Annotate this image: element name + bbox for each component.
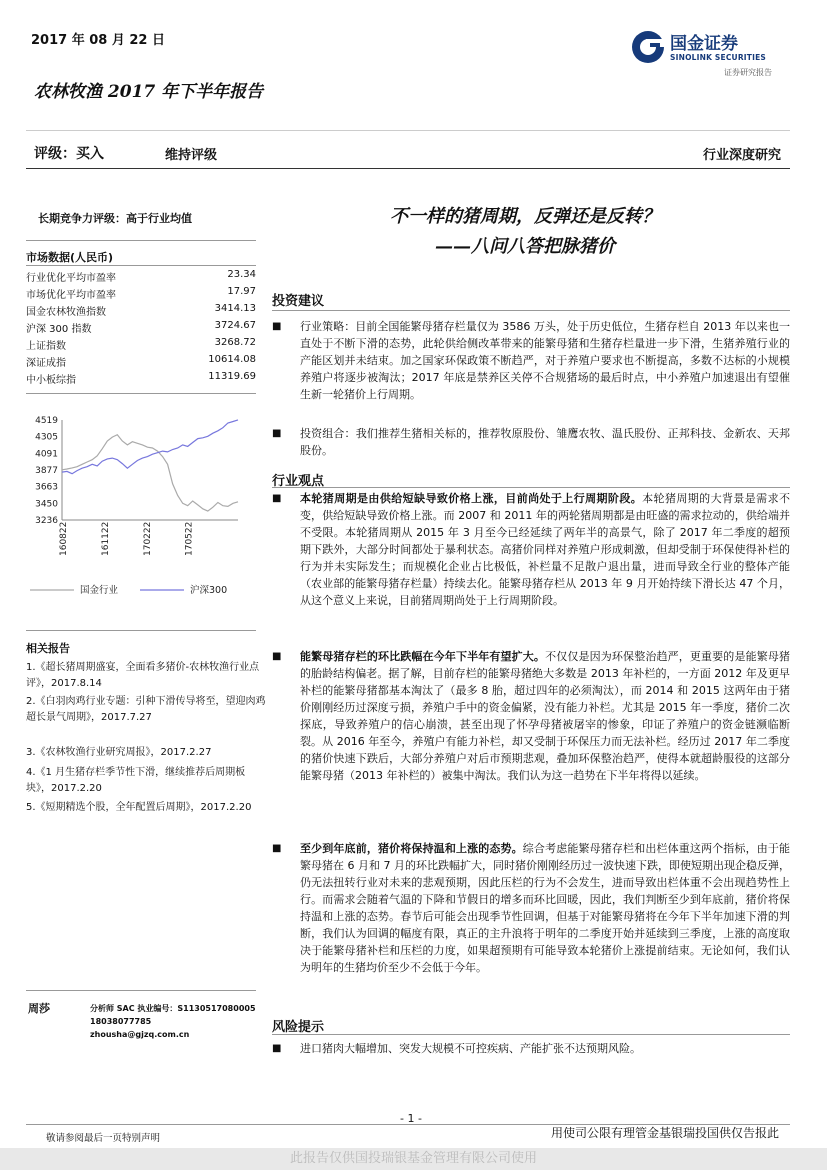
title-line-1: 不一样的猪周期，反弹还是反转？ <box>390 206 660 227</box>
portfolio-paragraph <box>272 425 790 459</box>
view-text: 不仅仅是因为环保整治趋严，更重要的是能繁母猪的胎龄结构偏老。据了解，目前存栏的能繁母猪绝大多数是 2013 年补栏的，一方面 2012 年及更早补栏的能繁母猪都基本淘汰了（最多 8 胎，超过四年的必须淘汰），而 2014 和 2015 这两年由于猪价刚刚经历过深度亏损，养殖户手中的资金偏紧，没有能力补栏。尤其是 2015 年一季度，猪价二次探底，导致养殖户的信心崩溃，甚至出现了怀孕母猪被屠宰的惨象，印证了养殖户的资金链濒临断裂。从 2016 年至今，养殖户有能力补栏，却又受制于环保压力而无法补栏。经历过 2017 年二季度的猪价快速下跌后，大部分养殖户对后市预期悲观，叠加环保整治趋严，使得本就超龄服役的这部分能繁母猪（2013 年补栏的）被集中淘汰。我们认为这一趋势在下半年将得以延续。 <box>300 650 791 782</box>
divider <box>272 310 790 311</box>
logo-english: SINOLINK SECURITIES <box>670 53 767 62</box>
company-logo <box>630 27 790 83</box>
view-headline: 至少到年底前，猪价将保持温和上涨的态势。 <box>300 842 523 855</box>
y-tick-label: 3236 <box>35 516 58 526</box>
main-title <box>300 202 750 262</box>
report-date: 2017 年 08 月 22 日 <box>31 33 165 48</box>
market-value: 23.34 <box>227 269 256 280</box>
report-series-title: 农林牧渔 2017 年下半年报告 <box>34 82 264 102</box>
view-headline: 本轮猪周期是由供给短缺导致价格上涨，目前尚处于上行周期阶段。 <box>300 492 643 505</box>
y-tick-label: 4305 <box>35 432 58 443</box>
view-paragraph <box>272 648 790 784</box>
market-label: 上证指数 <box>26 341 66 352</box>
bullet-icon: ■ <box>272 843 282 854</box>
market-value: 3414.13 <box>214 303 256 314</box>
divider <box>272 1034 790 1035</box>
market-row <box>26 286 256 303</box>
market-label: 行业优化平均市盈率 <box>26 273 116 284</box>
market-label: 国金农林牧渔指数 <box>26 307 106 318</box>
usage-notice: 用使司公限有理管金基银瑞投国供仅告报此 <box>550 1126 779 1140</box>
market-value: 11319.69 <box>208 371 256 382</box>
series-line-0 <box>62 435 238 511</box>
divider <box>26 240 256 241</box>
disclaimer-note: 敬请参阅最后一页特别声明 <box>46 1133 161 1144</box>
related-report[interactable]: 2.《白羽肉鸡行业专题：引种下滑传导将至，望迎肉鸡超长景气周期》，2017.7.27 <box>26 696 266 723</box>
market-row <box>26 337 256 354</box>
analyst-info <box>90 1002 256 1041</box>
rating: 评级：买入 <box>34 146 104 162</box>
y-tick-label: 3663 <box>35 482 58 493</box>
risk-text: 进口猪肉大幅增加、突发大规模不可控疾病、产能扩张不达预期风险。 <box>300 1042 641 1055</box>
view-text: 本轮猪周期的大背景是需求不变，供给短缺导致价格上涨。而 2007 和 2011 年的两轮猪周期都是由旺盛的需求拉动的，供给端并不受限。本轮猪周期从 2015 年 3 月至今已经延续了两年半的高景气，除了 2017 年二季度的超预期下跌外，大部分时间都处于暴利状态。高猪价同样对养殖户形成刺激，但却受制于环保使得补栏的行为并未实际发生；而规模化企业占比极低，补栏量不足散户退出量，进而导致全行业的整体产能（农业部的能繁母猪存栏量）持续去化。能繁母猪存栏从 2013 年 9 月开始持续下滑长达 47 个月，从这个意义上来说，目前猪周期尚处于上行周期阶段。 <box>300 492 790 607</box>
portfolio-text: 投资组合：我们推荐生猪相关标的，推荐牧原股份、雏鹰农牧、温氏股份、正邦科技、金新农、天邦股份。 <box>300 427 790 457</box>
divider <box>26 393 256 394</box>
market-value: 10614.08 <box>208 354 256 365</box>
divider <box>26 990 256 991</box>
market-row <box>26 371 256 388</box>
y-tick-label: 4519 <box>35 416 58 426</box>
x-tick-label: 170222 <box>142 521 153 556</box>
bullet-icon: ■ <box>272 428 282 439</box>
market-label: 深证成指 <box>26 358 66 369</box>
view-text: 综合考虑能繁母猪存栏和出栏体重这两个指标，由于能繁母猪在 6 月和 7 月的环比跌幅扩大，同时猪价刚刚经历过一波快速下跌，即使短期出现企稳反弹，仍无法扭转行业对未来的悲观预期，因此压栏的行为不会发生，进而导致出栏体重不会出现趋势性上行。而需求会随着气温的下降和节假日的增多而环比回暖，因此，我们判断至少到年底前，猪价将保持温和上涨的态势。春节后可能会出现季节性回调，但基于对能繁母猪将在今年下半年加速下滑的判断，我们认为回调的幅度有限，真正的主升浪将于明年的二季度开始并延续到三季度，上涨的高度取决于能繁母猪补栏和压栏的力度，如果超预期有可能导致本轮猪价上涨提前结束。无论如何，我们认为明年的生猪均价至少不会低于今年。 <box>300 842 791 974</box>
analyst-email[interactable]: zhousha@gjzq.com.cn <box>90 1030 190 1039</box>
legend-label: 国金行业 <box>80 585 119 596</box>
series-line-1 <box>62 420 238 474</box>
related-reports-title: 相关报告 <box>26 642 70 655</box>
market-value: 3268.72 <box>214 337 256 348</box>
logo-name: 国金证券 <box>670 34 738 54</box>
market-row <box>26 320 256 337</box>
divider <box>26 630 256 631</box>
market-label: 中小板综指 <box>26 375 76 386</box>
section-invest-title: 投资建议 <box>272 294 325 309</box>
market-row <box>26 354 256 371</box>
market-value: 3724.67 <box>214 320 256 331</box>
bullet-icon: ■ <box>272 493 282 504</box>
divider <box>26 265 256 266</box>
market-row <box>26 269 256 286</box>
title-line-2: ——八问八答把脉猪价 <box>435 236 615 257</box>
related-report[interactable]: 1.《超长猪周期盛宴，全面看多猪价-农林牧渔行业点评》，2017.8.14 <box>26 662 260 689</box>
market-data-title: 市场数据(人民币) <box>26 251 114 264</box>
related-report[interactable]: 3.《农林牧渔行业研究周报》，2017.2.27 <box>26 747 212 758</box>
bullet-icon: ■ <box>272 1043 282 1054</box>
strategy-text: 行业策略：目前全国能繁母猪存栏量仅为 3586 万头，处于历史低位，生猪存栏自 2013 年以来也一直处于不断下滑的态势，此轮供给侧改革带来的能繁母猪和生猪存栏量进一步下滑，生猪养殖行业的产能区划并未结束。加之国家环保政策不断趋严，对于养殖户要求也不断提高，多数不达标的小规模养殖户将逐步被淘汰；2017 年底是禁养区关停不合规猪场的最后时点，中小养殖户加速退出有望催生新一轮猪价上行周期。 <box>300 320 790 401</box>
page-number: - 1 - <box>400 1112 422 1125</box>
rating-maintain: 维持评级 <box>165 148 218 163</box>
view-paragraph <box>272 490 790 609</box>
x-tick-label: 170522 <box>184 521 195 556</box>
strategy-paragraph <box>272 318 790 403</box>
market-label: 沪深 300 指数 <box>26 324 92 335</box>
y-tick-label: 3450 <box>35 499 58 510</box>
author-name: 周莎 <box>28 1002 50 1015</box>
index-line-chart <box>24 408 244 608</box>
related-report[interactable]: 5.《短期精选个股，全年配置后周期》，2017.2.20 <box>26 802 252 813</box>
related-report[interactable]: 4.《1 月生猪存栏季节性下滑，继续推荐后周期板块》，2017.2.20 <box>26 767 246 794</box>
analyst-phone: 18038077785 <box>90 1017 152 1026</box>
watermark: 此报告仅供国投瑞银基金管理有限公司使用 <box>0 1148 827 1170</box>
y-tick-label: 3877 <box>35 466 58 477</box>
section-view-title: 行业观点 <box>272 474 325 489</box>
market-label: 市场优化平均市盈率 <box>26 290 116 301</box>
competitiveness-rating: 长期竞争力评级：高于行业均值 <box>38 212 192 225</box>
bullet-icon: ■ <box>272 651 282 662</box>
market-row <box>26 303 256 320</box>
report-type: 行业深度研究 <box>702 148 781 163</box>
market-value: 17.97 <box>227 286 256 297</box>
section-risk-title: 风险提示 <box>272 1020 325 1035</box>
risk-paragraph <box>272 1040 790 1057</box>
legend-label: 沪深300 <box>190 585 228 596</box>
analyst-id: 分析师 SAC 执业编号：S1130517080005 <box>90 1004 256 1013</box>
bullet-icon: ■ <box>272 321 282 332</box>
divider <box>26 168 790 169</box>
x-tick-label: 161122 <box>100 521 111 556</box>
view-headline: 能繁母猪存栏的环比跌幅在今年下半年有望扩大。 <box>300 650 546 663</box>
divider <box>272 487 790 488</box>
divider <box>26 130 790 131</box>
y-tick-label: 4091 <box>35 449 58 460</box>
logo-subtitle: 证券研究报告 <box>724 68 772 77</box>
x-tick-label: 160822 <box>59 521 69 556</box>
sinolink-logo-icon <box>630 29 666 65</box>
view-paragraph <box>272 840 790 976</box>
